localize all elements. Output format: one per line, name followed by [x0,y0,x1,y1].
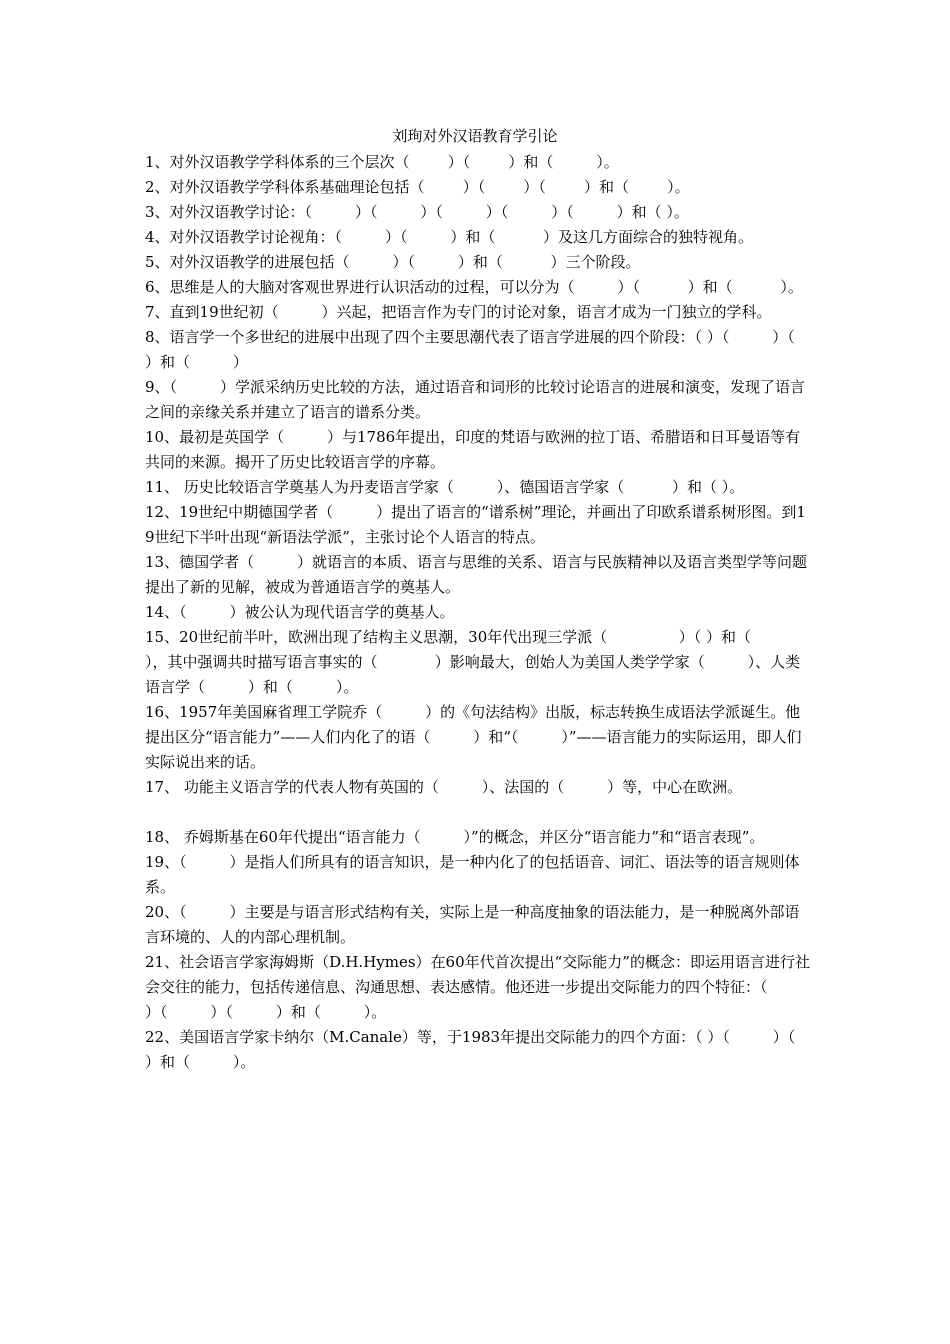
question-item: 17、 功能主义语言学的代表人物有英国的（ ）、法国的（ ）等，中心在欧洲。 [145,778,743,796]
question-item: 20、（ ）主要是与语言形式结构有关，实际上是一种高度抽象的语法能力，是一种脱离外部语言环境的、人的内部心理机制。 [145,903,800,946]
question-item: 19、（ ）是指人们所具有的语言知识，是一种内化了的包括语音、词汇、语法等的语言规则体系。 [145,853,800,896]
question-item: 8、语言学一个多世纪的进展中出现了四个主要思潮代表了语言学进展的四个阶段：（ ）（ ）（ ）和（ ） [145,328,838,371]
question-item: 13、德国学者（ ）就语言的本质、语言与思维的关系、语言与民族精神以及语言类型学等问题提出了新的见解，被成为普通语言学的奠基人。 [145,553,808,596]
question-item: 3、对外汉语教学讨论：（ ）（ ）（ ）（ ）（ ）和（ ）。 [145,203,689,221]
question-item: 15、20世纪前半叶，欧洲出现了结构主义思潮，30年代出现三学派（ ）（ ）和（ ），其中强调共时描写语言事实的（ ）影响最大，创始人为美国人类学学家（ ）、人类语言学（ ）和（ ）。 [145,628,809,696]
question-item: 7、直到19世纪初（ ）兴起，把语言作为专门的讨论对象，语言才成为一门独立的学科。 [145,303,772,321]
question-item: 1、对外汉语教学学科体系的三个层次（ ）（ ）和（ ）。 [145,153,619,171]
question-list [145,150,839,1075]
question-item: 11、 历史比较语言学奠基人为丹麦语言学家（ ）、德国语言学家（ ）和（ ）。 [145,478,745,496]
question-item: 2、对外汉语教学学科体系基础理论包括（ ）（ ）（ ）和（ ）。 [145,178,690,196]
question-item: 22、美国语言学家卡纳尔（M.Canale）等，于1983年提出交际能力的四个方面：（ ）（ ）（ ）和（ ）。 [145,1028,839,1071]
question-item: 9、（ ）学派采纳历史比较的方法，通过语音和词形的比较讨论语言的进展和演变，发现了语言之间的亲缘关系并建立了语言的谱系分类。 [145,378,805,421]
question-item: 14、（ ）被公认为现代语言学的奠基人。 [145,603,455,621]
question-item: 12、19世纪中期德国学者（ ）提出了语言的“谱系树”理论，并画出了印欧系谱系树形图。到19世纪下半叶出现“新语法学派”，主张讨论个人语言的特点。 [145,503,806,546]
question-item: 16、1957年美国麻省理工学院乔（ ）的《句法结构》出版，标志转换生成语法学派诞生。他提出区分“语言能力”——人们内化了的语（ ）和“（ ）”——语言能力的实际运用，即人们实际说出来的话。 [145,703,802,771]
question-item: 10、最初是英国学（ ）与1786年提出，印度的梵语与欧洲的拉丁语、希腊语和日耳曼语等有共同的来源。揭开了历史比较语言学的序幕。 [145,428,801,471]
document-title: 刘珣对外汉语教育学引论 [392,127,558,145]
question-item: 21、社会语言学家海姆斯（D.H.Hymes）在60年代首次提出“交际能力”的概念：即运用语言进行社会交往的能力，包括传递信息、沟通思想、表达感情。他还进一步提出交际能力的四个特征：（ ）（ ）（ ）和（ ）。 [145,953,811,1021]
question-item: 6、思维是人的大脑对客观世界进行认识活动的过程，可以分为（ ）（ ）和（ ）。 [145,278,803,296]
question-item: 5、对外汉语教学的进展包括（ ）（ ）和（ ）三个阶段。 [145,253,641,271]
question-item: 4、对外汉语教学讨论视角：（ ）（ ）和（ ）及这几方面综合的独特视角。 [145,228,754,246]
question-item: 18、 乔姆斯基在60年代提出“语言能力（ ）”的概念，并区分“语言能力”和“语言表现”。 [145,828,765,846]
